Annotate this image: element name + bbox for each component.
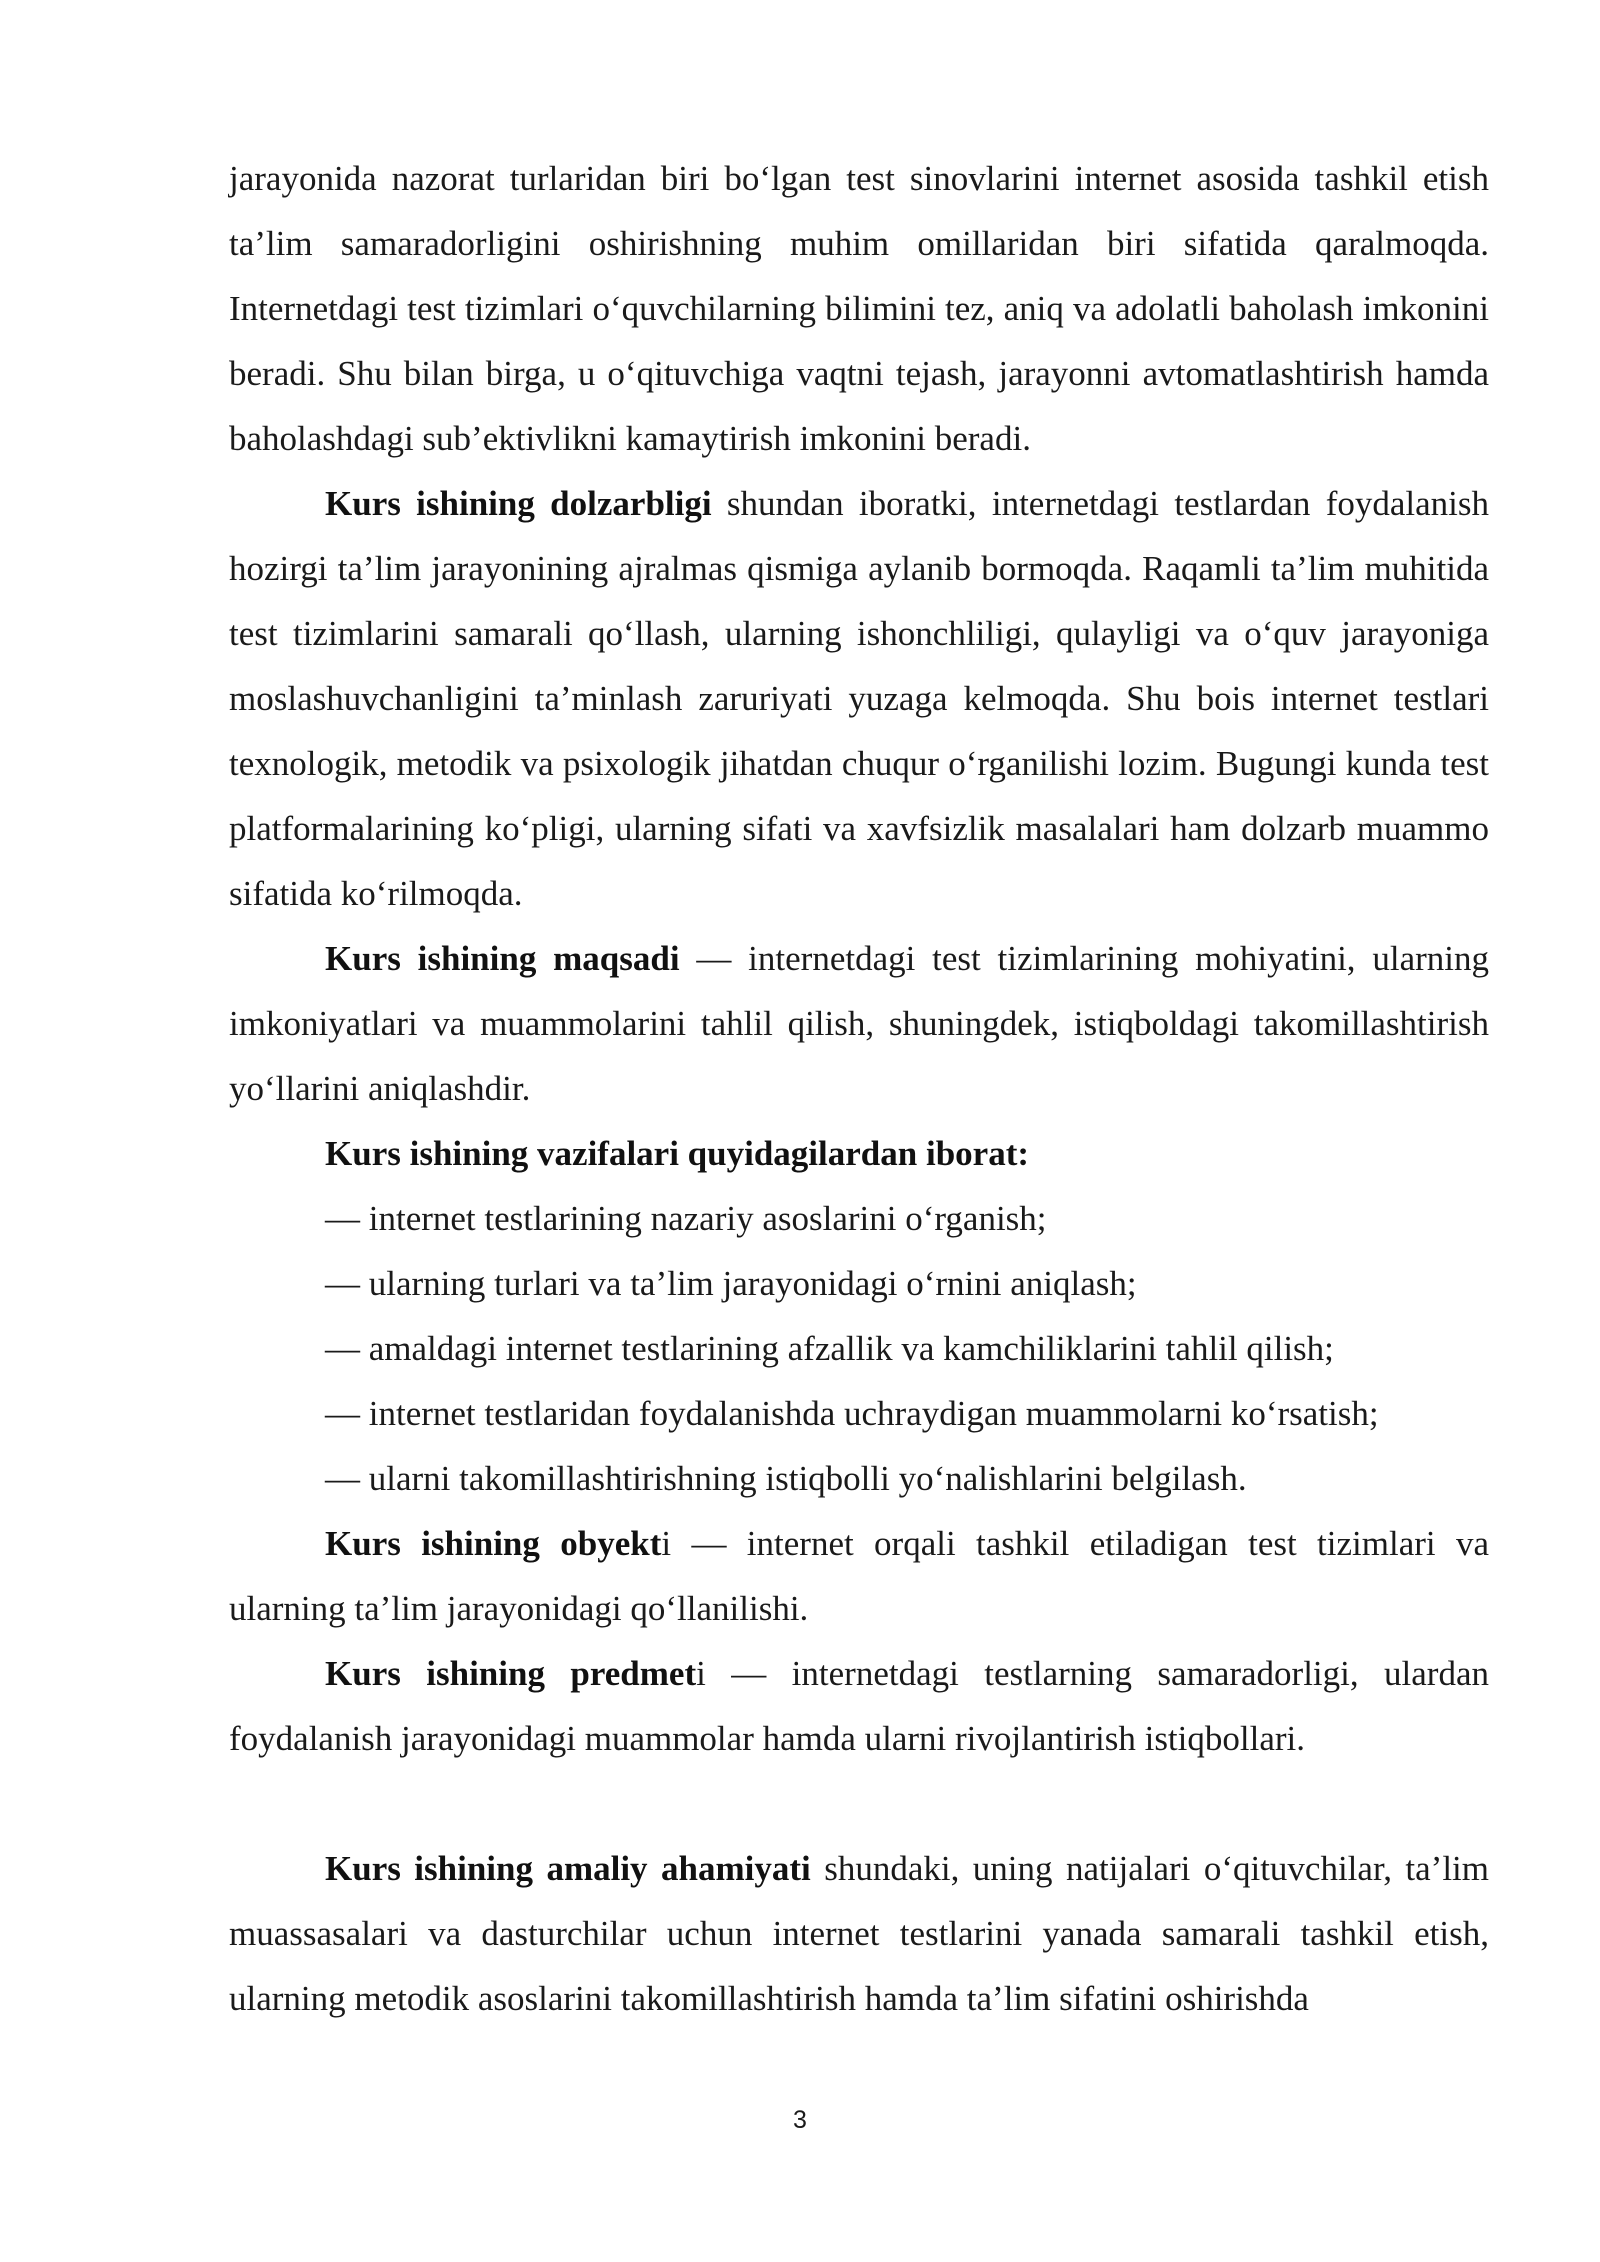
relevance-heading: Kurs ishining dolzarbligi bbox=[325, 484, 712, 523]
subject-text: i — internetdagi testlarning samaradorligi, ulardan foydalanish jarayonidagi muammolar hamda ularni rivojlantirish istiqbollari. bbox=[229, 1654, 1489, 1758]
practical-paragraph bbox=[229, 1836, 1489, 2031]
page-number: 3 bbox=[793, 2106, 807, 2134]
subject-heading: Kurs ishining predmet bbox=[325, 1654, 697, 1693]
object-paragraph bbox=[229, 1511, 1489, 1641]
object-text: i — internet orqali tashkil etiladigan test tizimlari va ularning ta’lim jarayonidagi qo‘llanilishi. bbox=[229, 1524, 1490, 1628]
task-item: — internet testlaridan foydalanishda uchraydigan muammolarni ko‘rsatish; bbox=[325, 1394, 1379, 1433]
task-item: — ularning turlari va ta’lim jarayonidagi o‘rnini aniqlash; bbox=[325, 1264, 1137, 1303]
relevance-paragraph bbox=[229, 471, 1489, 926]
object-heading: Kurs ishining obyekt bbox=[325, 1524, 662, 1563]
task-item: — amaldagi internet testlarining afzallik va kamchiliklarini tahlil qilish; bbox=[325, 1329, 1334, 1368]
goal-text: — internetdagi test tizimlarining mohiyatini, ularning imkoniyatlari va muammolarini tahlil qilish, shuningdek, istiqboldagi takomillashtirish yo‘llarini aniqlashdir. bbox=[229, 939, 1489, 1108]
practical-heading: Kurs ishining amaliy ahamiyati bbox=[325, 1849, 811, 1888]
page-body bbox=[229, 146, 1489, 2031]
subject-paragraph bbox=[229, 1641, 1489, 1771]
goal-paragraph bbox=[229, 926, 1489, 1121]
intro-paragraph: jarayonida nazorat turlaridan biri bo‘lgan test sinovlarini internet asosida tashkil etish ta’lim samaradorligini oshirishning muhim omillaridan biri sifatida qaralmoqda. Internetdagi test tizimlari o‘quvchilarning bilimini tez, aniq va adolatli baholash imkonini beradi. Shu bilan birga, u o‘qituvchiga vaqtni tejash, jarayonni avtomatlashtirish hamda baholashdagi sub’ektivlikni kamaytirish imkonini beradi. bbox=[229, 159, 1489, 458]
blank-line bbox=[229, 1771, 1489, 1836]
tasks-heading: Kurs ishining vazifalari quyidagilardan iborat: bbox=[325, 1134, 1029, 1173]
relevance-text: shundan iboratki, internetdagi testlardan foydalanish hozirgi ta’lim jarayonining ajralmas qismiga aylanib bormoqda. Raqamli ta’lim muhitida test tizimlarini samarali qo‘llash, ularning ishonchliligi, qulayligi va o‘quv jarayoniga moslashuvchanligini ta’minlash zaruriyati yuzaga kelmoqda. Shu bois internet testlari texnologik, metodik va psixologik jihatdan chuqur o‘rganilishi lozim. Bugungi kunda test platformalarining ko‘pligi, ularning sifati va xavfsizlik masalalari ham dolzarb muammo sifatida ko‘rilmoqda. bbox=[229, 484, 1489, 913]
practical-text: shundaki, uning natijalari o‘qituvchilar, ta’lim muassasalari va dasturchilar uchun internet testlarini yanada samarali tashkil etish, ularning metodik asoslarini takomillashtirish hamda ta’lim sifatini oshirishda bbox=[229, 1849, 1489, 2018]
task-item: — ularni takomillashtirishning istiqbolli yo‘nalishlarini belgilash. bbox=[325, 1459, 1247, 1498]
tasks-heading-paragraph bbox=[229, 1121, 1489, 1186]
goal-heading: Kurs ishining maqsadi bbox=[325, 939, 680, 978]
task-item: — internet testlarining nazariy asoslarini o‘rganish; bbox=[325, 1199, 1047, 1238]
